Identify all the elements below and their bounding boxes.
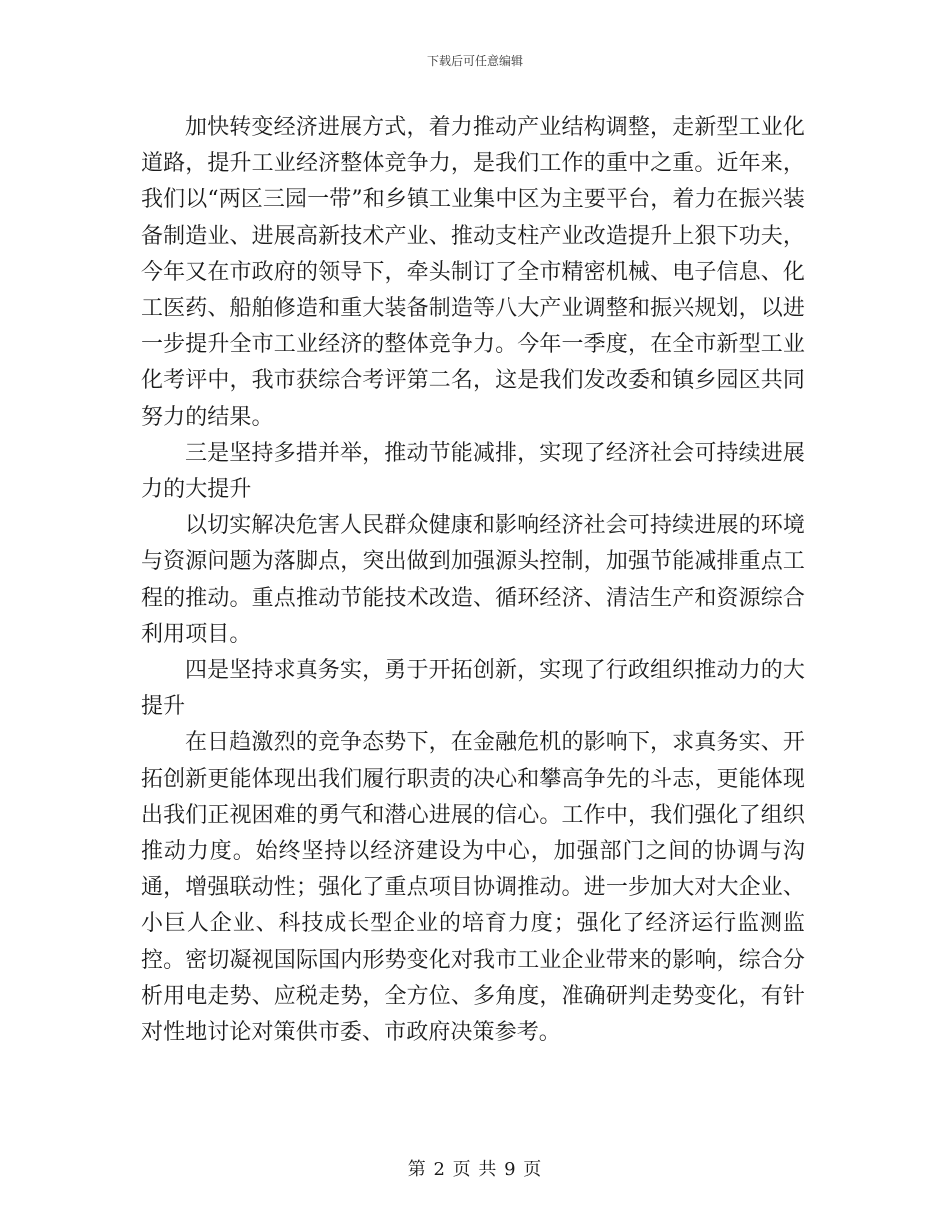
page-number-footer: 第 2 页 共 9 页 <box>407 1159 543 1180</box>
paragraph-industrial-transformation: 加快转变经济进展方式，着力推动产业结构调整，走新型工业化道路，提升工业经济整体竞争力，是我们工作的重中之重。近年来，我们以“两区三园一带”和乡镇工业集中区为主要平台，着力在振兴装备制造业、进展高新技术产业、推动支柱产业改造提升上狠下功夫，今年又在市政府的领导下，牵头制订了全市精密机械、电子信息、化工医药、船舶修造和重大装备制造等八大产业调整和振兴规划，以进一步提升全市工业经济的整体竞争力。今年一季度，在全市新型工业化考评中，我市获综合考评第二名，这是我们发改委和镇乡园区共同努力的结果。 <box>141 115 805 430</box>
paragraph-energy-saving: 以切实解决危害人民群众健康和影响经济社会可持续进展的环境与资源问题为落脚点，突出做到加强源头控制，加强节能减排重点工程的推动。重点推动节能技术改造、循环经济、清洁生产和资源综合利用项目。 <box>141 513 805 647</box>
page-header: 下载后可任意编辑 <box>426 54 523 68</box>
heading-administrative-push: 四是坚持求真务实，勇于开拓创新，实现了行政组织推动力的大提升 <box>141 658 805 720</box>
heading-energy-saving: 三是坚持多措并举，推动节能减排，实现了经济社会可持续进展力的大提升 <box>141 440 805 503</box>
paragraph-administrative-push: 在日趋激烈的竞争态势下，在金融危机的影响下，求真务实、开拓创新更能体现出我们履行职责的决心和攀高争先的斗志，更能体现出我们正视困难的勇气和潜心进展的信心。工作中，我们强化了组织推动力度。始终坚持以经济建设为中心，加强部门之间的协调与沟通，增强联动性；强化了重点项目协调推动。进一步加大对大企业、小巨人企业、科技成长型企业的培育力度；强化了经济运行监测监控。密切凝视国际国内形势变化对我市工业企业带来的影响，综合分析用电走势、应税走势，全方位、多角度，准确研判走势变化，有针对性地讨论对策供市委、市政府决策参考。 <box>141 730 805 1046</box>
document-body <box>141 110 805 1051</box>
